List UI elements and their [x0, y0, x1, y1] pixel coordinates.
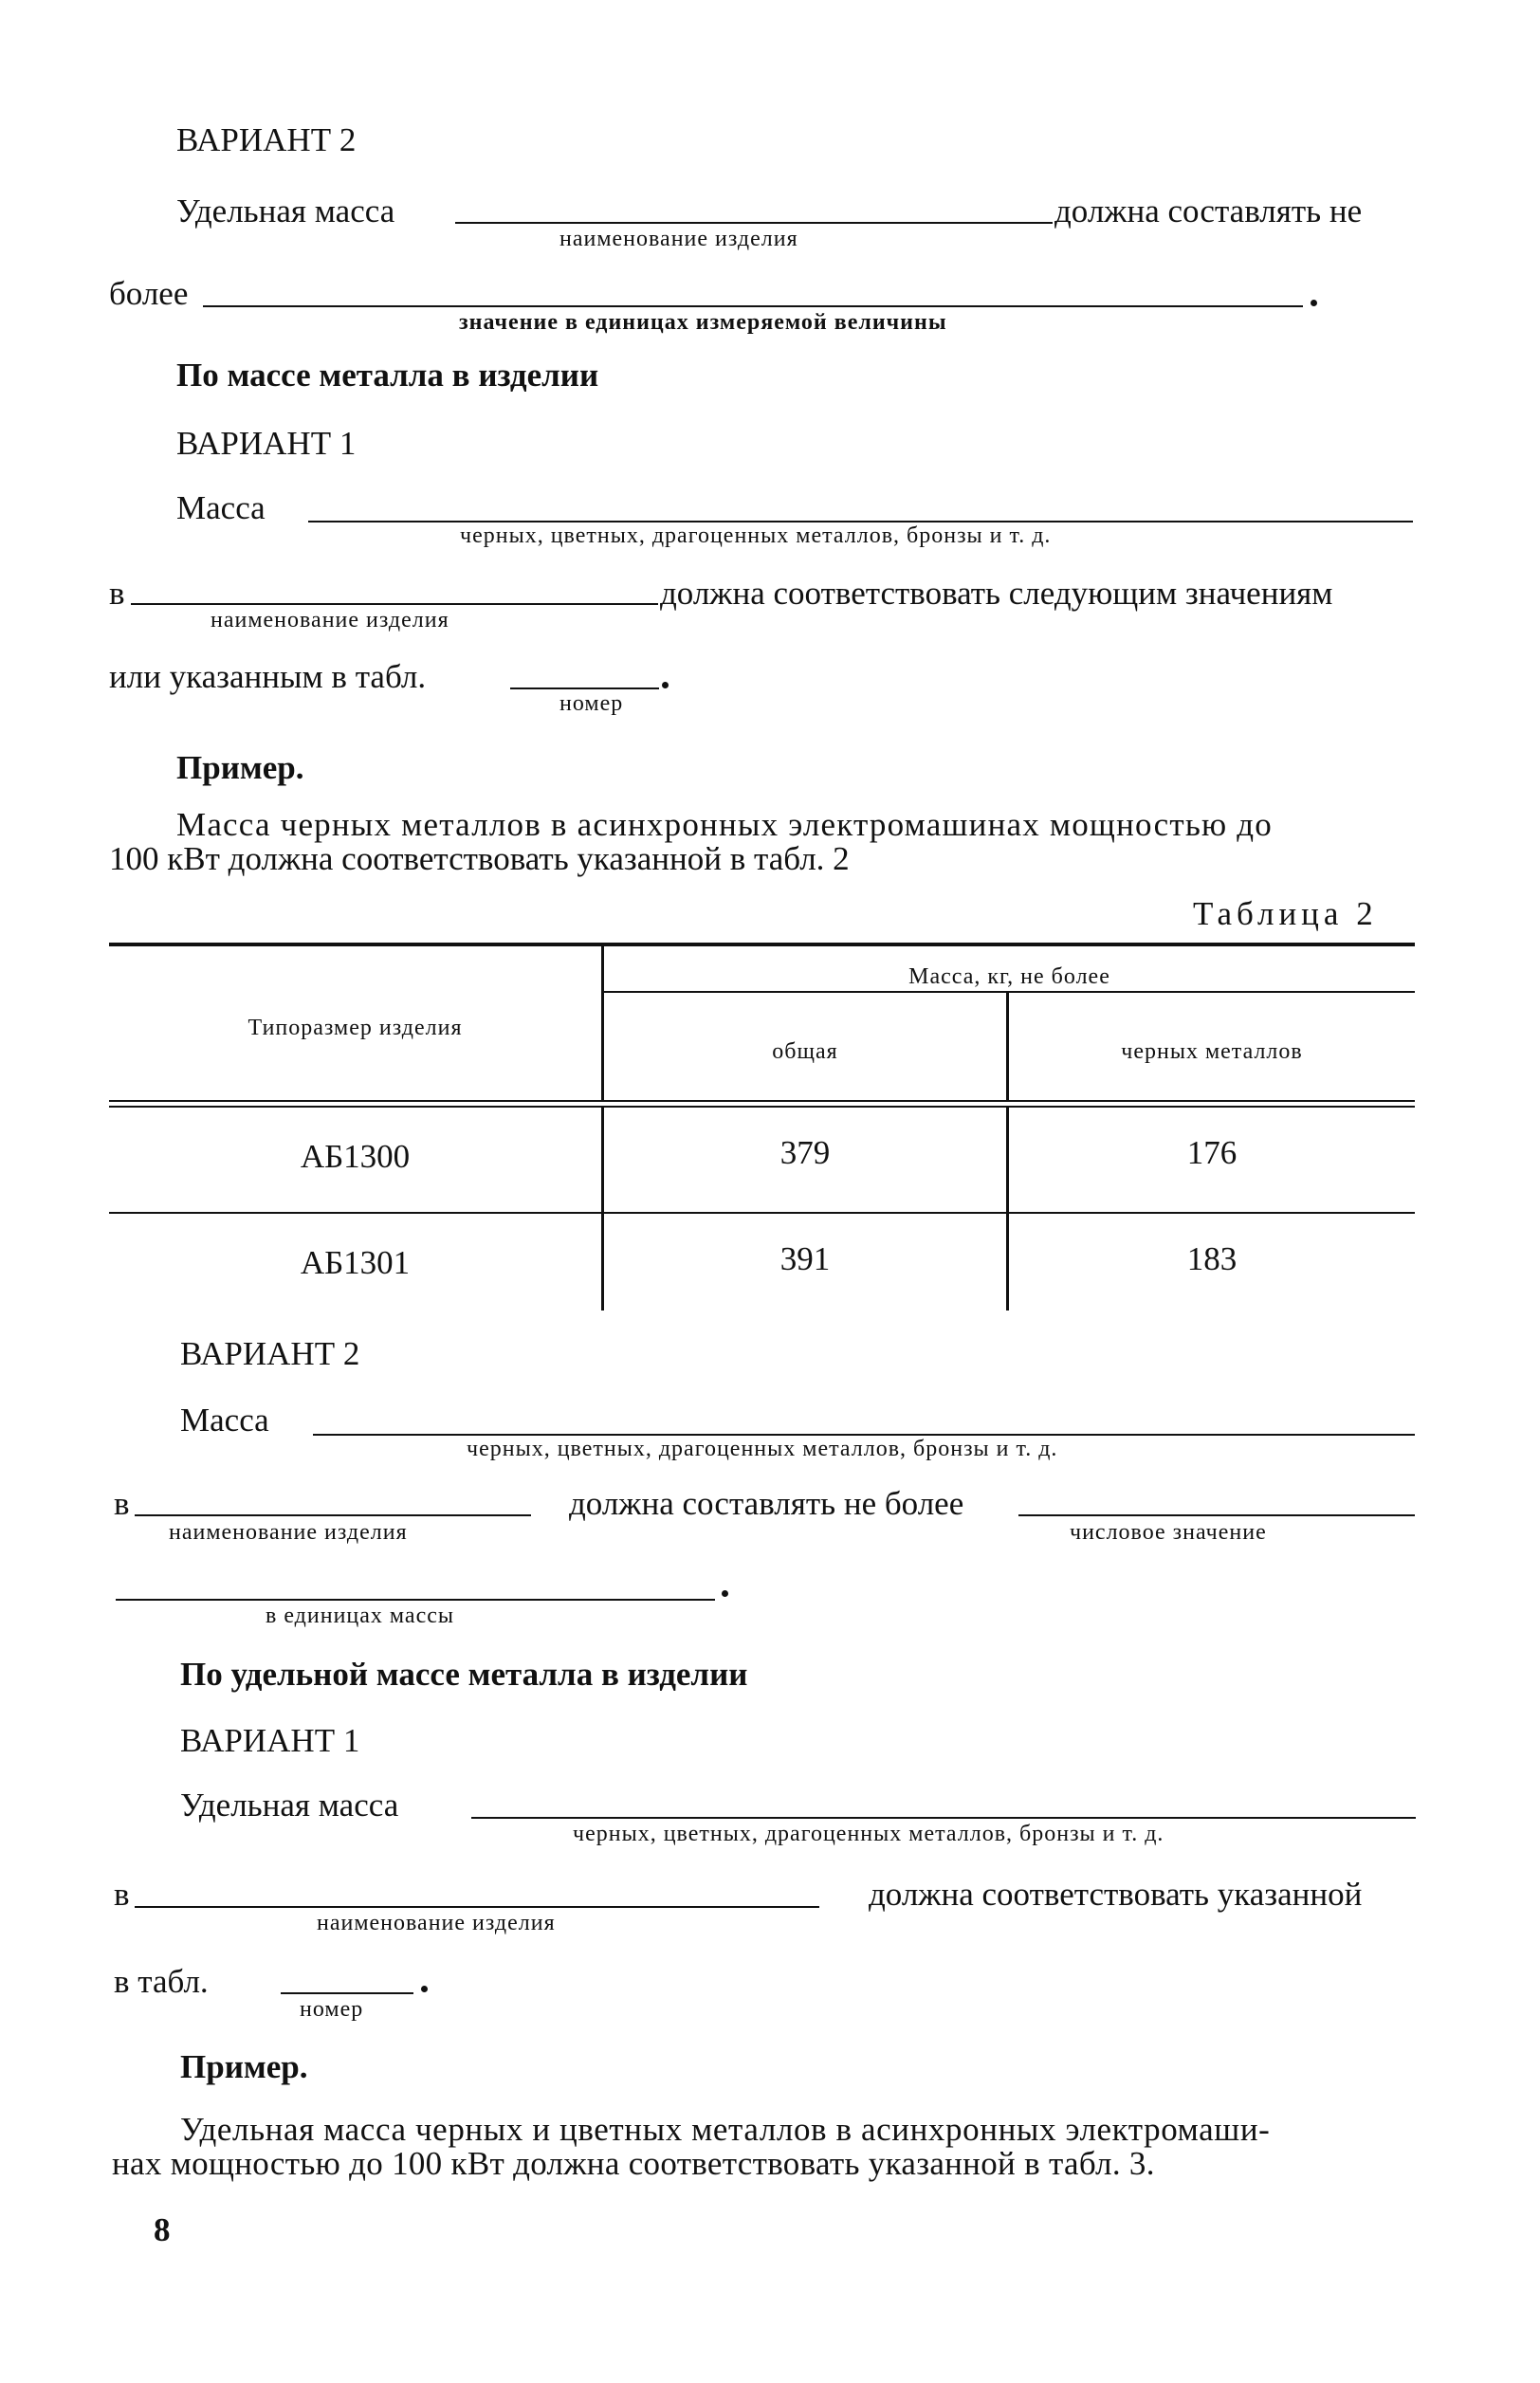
field-caption: наименование изделия: [559, 227, 798, 251]
section-heading: По массе металла в изделии: [176, 357, 599, 394]
example-text-line: Удельная масса черных и цветных металлов в асинхронных электромаши-: [180, 2111, 1271, 2148]
form-text: должна соответствовать указанной: [869, 1876, 1363, 1913]
form-text: должна составлять не более: [569, 1485, 964, 1522]
field-caption: черных, цветных, драгоценных металлов, бронзы и т. д.: [573, 1822, 1164, 1846]
field-caption: в единицах массы: [266, 1604, 455, 1628]
field-caption: числовое значение: [1070, 1520, 1267, 1545]
fill-in-line: [510, 687, 659, 689]
variant-heading: ВАРИАНТ 1: [176, 425, 357, 462]
table-header-bottom-rule: [109, 1100, 1415, 1102]
table-cell: 176: [1186, 1134, 1238, 1171]
fill-in-line: [1018, 1514, 1415, 1516]
table-header-group: Масса, кг, не более: [908, 964, 1110, 989]
table-cell: АБ1300: [300, 1138, 411, 1175]
field-caption: черных, цветных, драгоценных металлов, бронзы и т. д.: [460, 523, 1052, 548]
table-cell: 183: [1186, 1240, 1238, 1277]
fill-in-line: [313, 1434, 1415, 1436]
field-caption: наименование изделия: [317, 1911, 556, 1935]
variant-heading: ВАРИАНТ 2: [176, 121, 357, 158]
table-cell: 379: [779, 1134, 831, 1171]
form-label: Масса: [176, 489, 266, 526]
table-header-bottom-rule: [109, 1106, 1415, 1108]
form-text: должна соответствовать следующим значениям: [660, 575, 1333, 612]
fill-in-line: [135, 1514, 531, 1516]
form-label: в табл.: [114, 1963, 209, 2000]
form-label: Удельная масса: [180, 1787, 399, 1824]
variant-heading: ВАРИАНТ 2: [180, 1335, 360, 1372]
table-header-rule: [604, 991, 1415, 993]
period-mark: [722, 1590, 728, 1597]
fill-in-line: [281, 1992, 413, 1994]
example-text-line: Масса черных металлов в асинхронных электромашинах мощностью до: [176, 806, 1273, 843]
form-label: в: [114, 1876, 130, 1913]
example-heading: Пример.: [176, 749, 304, 786]
form-label: или указанным в табл.: [109, 658, 427, 695]
fill-in-line: [135, 1906, 819, 1908]
table-header-cell: Типоразмер изделия: [248, 1016, 463, 1040]
form-label: в: [109, 575, 125, 612]
table-row-rule: [109, 1212, 1415, 1214]
field-caption: наименование изделия: [169, 1520, 408, 1545]
period-mark: [662, 682, 669, 688]
example-heading: Пример.: [180, 2048, 308, 2085]
example-text-line: 100 кВт должна соответствовать указанной в табл. 2: [109, 840, 850, 877]
table-cell: 391: [779, 1240, 831, 1277]
fill-in-line: [131, 603, 658, 605]
form-label: Масса: [180, 1402, 269, 1439]
field-caption: номер: [300, 1997, 364, 2022]
form-text: должна составлять не: [1054, 192, 1363, 229]
fill-in-line: [471, 1817, 1416, 1819]
variant-heading: ВАРИАНТ 1: [180, 1722, 360, 1759]
example-text-line: нах мощностью до 100 кВт должна соответствовать указанной в табл. 3.: [112, 2145, 1155, 2182]
fill-in-line: [455, 222, 1053, 224]
form-label: более: [109, 275, 189, 312]
table-header-cell: черных металлов: [1121, 1039, 1303, 1064]
fill-in-line: [308, 521, 1413, 522]
table-caption: Таблица 2: [1193, 895, 1378, 932]
field-caption: черных, цветных, драгоценных металлов, бронзы и т. д.: [467, 1437, 1058, 1461]
table-header-cell: общая: [772, 1039, 838, 1064]
form-label: в: [114, 1485, 130, 1522]
page-number: 8: [154, 2211, 171, 2248]
field-caption: значение в единицах измеряемой величины: [459, 310, 947, 335]
section-heading: По удельной массе металла в изделии: [180, 1656, 748, 1693]
period-mark: [421, 1986, 428, 1992]
field-caption: номер: [559, 691, 624, 716]
table-top-rule: [109, 943, 1415, 946]
form-label: Удельная масса: [176, 192, 395, 229]
period-mark: [1311, 300, 1317, 306]
fill-in-line: [116, 1599, 715, 1601]
field-caption: наименование изделия: [211, 608, 449, 632]
fill-in-line: [203, 305, 1303, 307]
table-cell: АБ1301: [300, 1244, 411, 1281]
